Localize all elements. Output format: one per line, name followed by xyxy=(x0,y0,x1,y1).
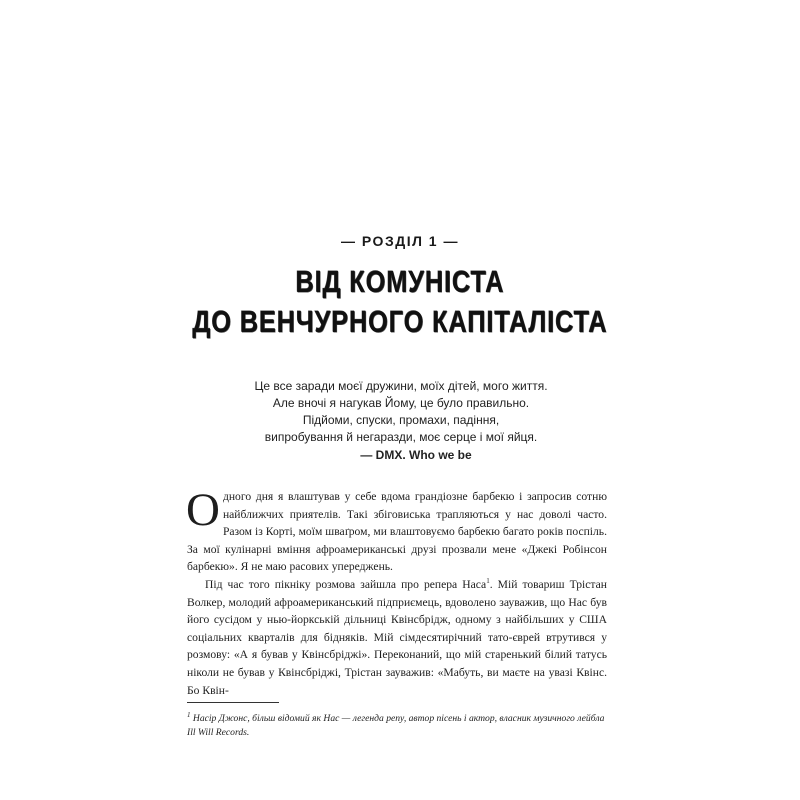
chapter-title-line-2: ДО ВЕНЧУРНОГО КАПІТАЛІСТА xyxy=(192,304,608,339)
epigraph xyxy=(200,378,602,464)
paragraph-2 xyxy=(187,576,607,699)
paragraph-1-text: дного дня я влаштував у себе вдома грандіозне барбекю і запросив сотню найближчих приятелів. Такі збіговиська трапляються у нас доволі часто. Разом із Корті, моїм шваґром, ми влаштовуємо барбекю багато років поспіль. За мої кулінарні вміння афроамериканські друзі прозвали мене «Джекі Робінсон барбекю». Я не маю расових упереджень. xyxy=(187,490,607,574)
epigraph-line: випробування й негаразди, моє серце і мої яйця. xyxy=(264,430,538,444)
epigraph-line: Це все заради моєї дружини, моїх дітей, мого життя. xyxy=(254,379,548,393)
drop-cap: О xyxy=(186,484,220,536)
paragraph-2-text-b: . Мій товариш Трістан Волкер, молодий афроамериканський підприємець, вдоволено зауважив, що Нас був його сусідом у нью-йоркській дільниці Квінсбрідж, одному з найбільших у США соціальних кварталів для бідняків. Мій сімдесятирічний тато-єврей втрутився у розмову: «А я бував у Квінсбріджі». Переконаний, що мій старенький білий татусь ніколи не бував у Квінсбріджі, Трістан зауважив: «Мабуть, ви маєте на увазі Квінс. Бо Квін- xyxy=(187,577,607,697)
chapter-title-line-1: ВІД КОМУНІСТА xyxy=(295,264,505,299)
epigraph-attribution: — DMX. Who we be xyxy=(360,448,472,462)
footnote-number: 1 xyxy=(187,710,191,719)
chapter-title xyxy=(72,262,728,342)
chapter-label: — РОЗДІЛ 1 — xyxy=(341,233,459,249)
body-text xyxy=(186,484,607,699)
footnote-ref: 1 xyxy=(486,577,490,586)
paragraph-1 xyxy=(186,484,607,576)
footnote-divider xyxy=(187,702,279,703)
footnote xyxy=(187,712,607,740)
paragraph-2-text-a: Під час того пікніку розмова зайшла про репера Наса xyxy=(205,577,487,591)
epigraph-line: Але вночі я нагукав Йому, це було правильно. xyxy=(272,396,530,410)
footnote-text: Насір Джонс, більш відомий як Нас — легенда репу, автор пісень і актор, власник музичного лейбла Ill Will Records. xyxy=(187,713,605,738)
epigraph-line: Підйоми, спуски, промахи, падіння, xyxy=(302,413,500,427)
